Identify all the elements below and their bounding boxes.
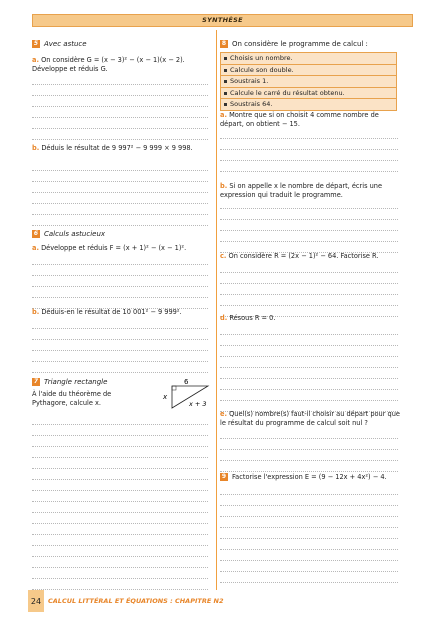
triangle-left-label: x [163,393,168,401]
ex6-number: 6 [33,230,39,237]
ex8-part-a [220,111,400,129]
ex8-e-text: Quel(s) nombre(s) faut-il choisir au départ pour que le résultat du programme de calcul soit nul ? [220,410,400,427]
column-divider [216,30,217,590]
ex8-c-answer-lines[interactable] [220,262,398,317]
ex8-b-label: b. [220,182,228,190]
ex9-heading [220,473,400,482]
ex8-part-d [220,314,400,323]
ex8-d-label: d. [220,314,228,322]
chapter-footer: CALCUL LITTÉRAL ET ÉQUATIONS : CHAPITRE N2 [48,597,224,605]
ex8-number: 8 [221,40,227,47]
right-triangle-figure [160,378,210,412]
ex8-e-label: e. [220,410,227,418]
right-angle-mark [172,386,176,390]
ex6-title: Calculs astucieux [44,230,106,238]
ex6-a-label: a. [32,244,39,252]
ex5-heading [32,40,87,48]
ex6-b-label: b. [32,308,40,316]
ex6-b-text: Déduis-en le résultat de 10 001² − 9 999². [41,308,182,316]
ex8-a-answer-lines[interactable] [220,128,398,172]
ex7-number: 7 [33,378,39,385]
ex5-b-answer-lines[interactable] [32,160,208,226]
section-header: SYNTHÈSE [32,14,413,27]
program-step: Soustrais 1. [221,76,396,88]
ex5-number: 5 [33,40,39,47]
ex5-b-label: b. [32,144,40,152]
ex6-heading [32,230,105,238]
ex6-part-a [32,244,210,253]
ex8-d-answer-lines[interactable] [220,324,398,412]
ex5-a-answer-lines[interactable] [32,74,208,140]
ex8-c-label: c. [220,252,227,260]
ex7-heading [32,378,107,386]
ex7-answer-lines[interactable] [32,414,208,590]
ex5-a-text: On considère G = (x − 3)² − (x − 1)(x − 2). Développe et réduis G. [32,56,185,73]
ex6-a-answer-lines[interactable] [32,254,208,309]
ex8-part-e [220,410,400,428]
ex9-text: Factorise l'expression E = (9 − 12x + 4x²) − 4. [232,473,387,481]
ex8-a-label: a. [220,111,227,119]
ex8-e-answer-lines[interactable] [220,428,398,472]
ex8-b-text: Si on appelle x le nombre de départ, écris une expression qui traduit le programme. [220,182,383,199]
ex8-c-text: On considère R = (2x − 1)² − 64. Factorise R. [228,252,379,260]
program-step: Choisis un nombre. [221,53,396,65]
page-number: 24 [28,590,44,612]
ex7-title: Triangle rectangle [44,378,108,386]
triangle-top-label: 6 [184,378,189,386]
ex7-text: À l'aide du théorème de Pythagore, calcule x. [32,390,112,407]
ex8-part-c [220,252,400,261]
ex5-b-text: Déduis le résultat de 9 997² − 9 999 × 9 998. [41,144,193,152]
program-step: Calcule son double. [221,65,396,77]
ex6-b-answer-lines[interactable] [32,318,208,373]
ex8-b-answer-lines[interactable] [220,198,398,253]
ex6-part-b [32,308,210,317]
ex5-part-a [32,56,210,74]
ex9-number: 9 [221,473,227,480]
ex8-d-text: Résous R = 0. [229,314,276,322]
ex9-answer-lines[interactable] [220,484,398,583]
ex5-part-b [32,144,210,153]
ex8-title: On considère le programme de calcul : [232,40,368,48]
program-step: Soustrais 64. [221,99,396,110]
calc-program-box [220,52,397,111]
triangle-hyp-label: x + 3 [189,400,207,408]
program-step: Calcule le carré du résultat obtenu. [221,88,396,100]
ex5-title: Avec astuce [44,40,87,48]
ex6-a-text: Développe et réduis F = (x + 1)² − (x − 1)². [41,244,187,252]
ex8-heading [220,40,368,48]
ex8-a-text: Montre que si on choisit 4 comme nombre de départ, on obtient − 15. [220,111,379,128]
ex5-a-label: a. [32,56,39,64]
